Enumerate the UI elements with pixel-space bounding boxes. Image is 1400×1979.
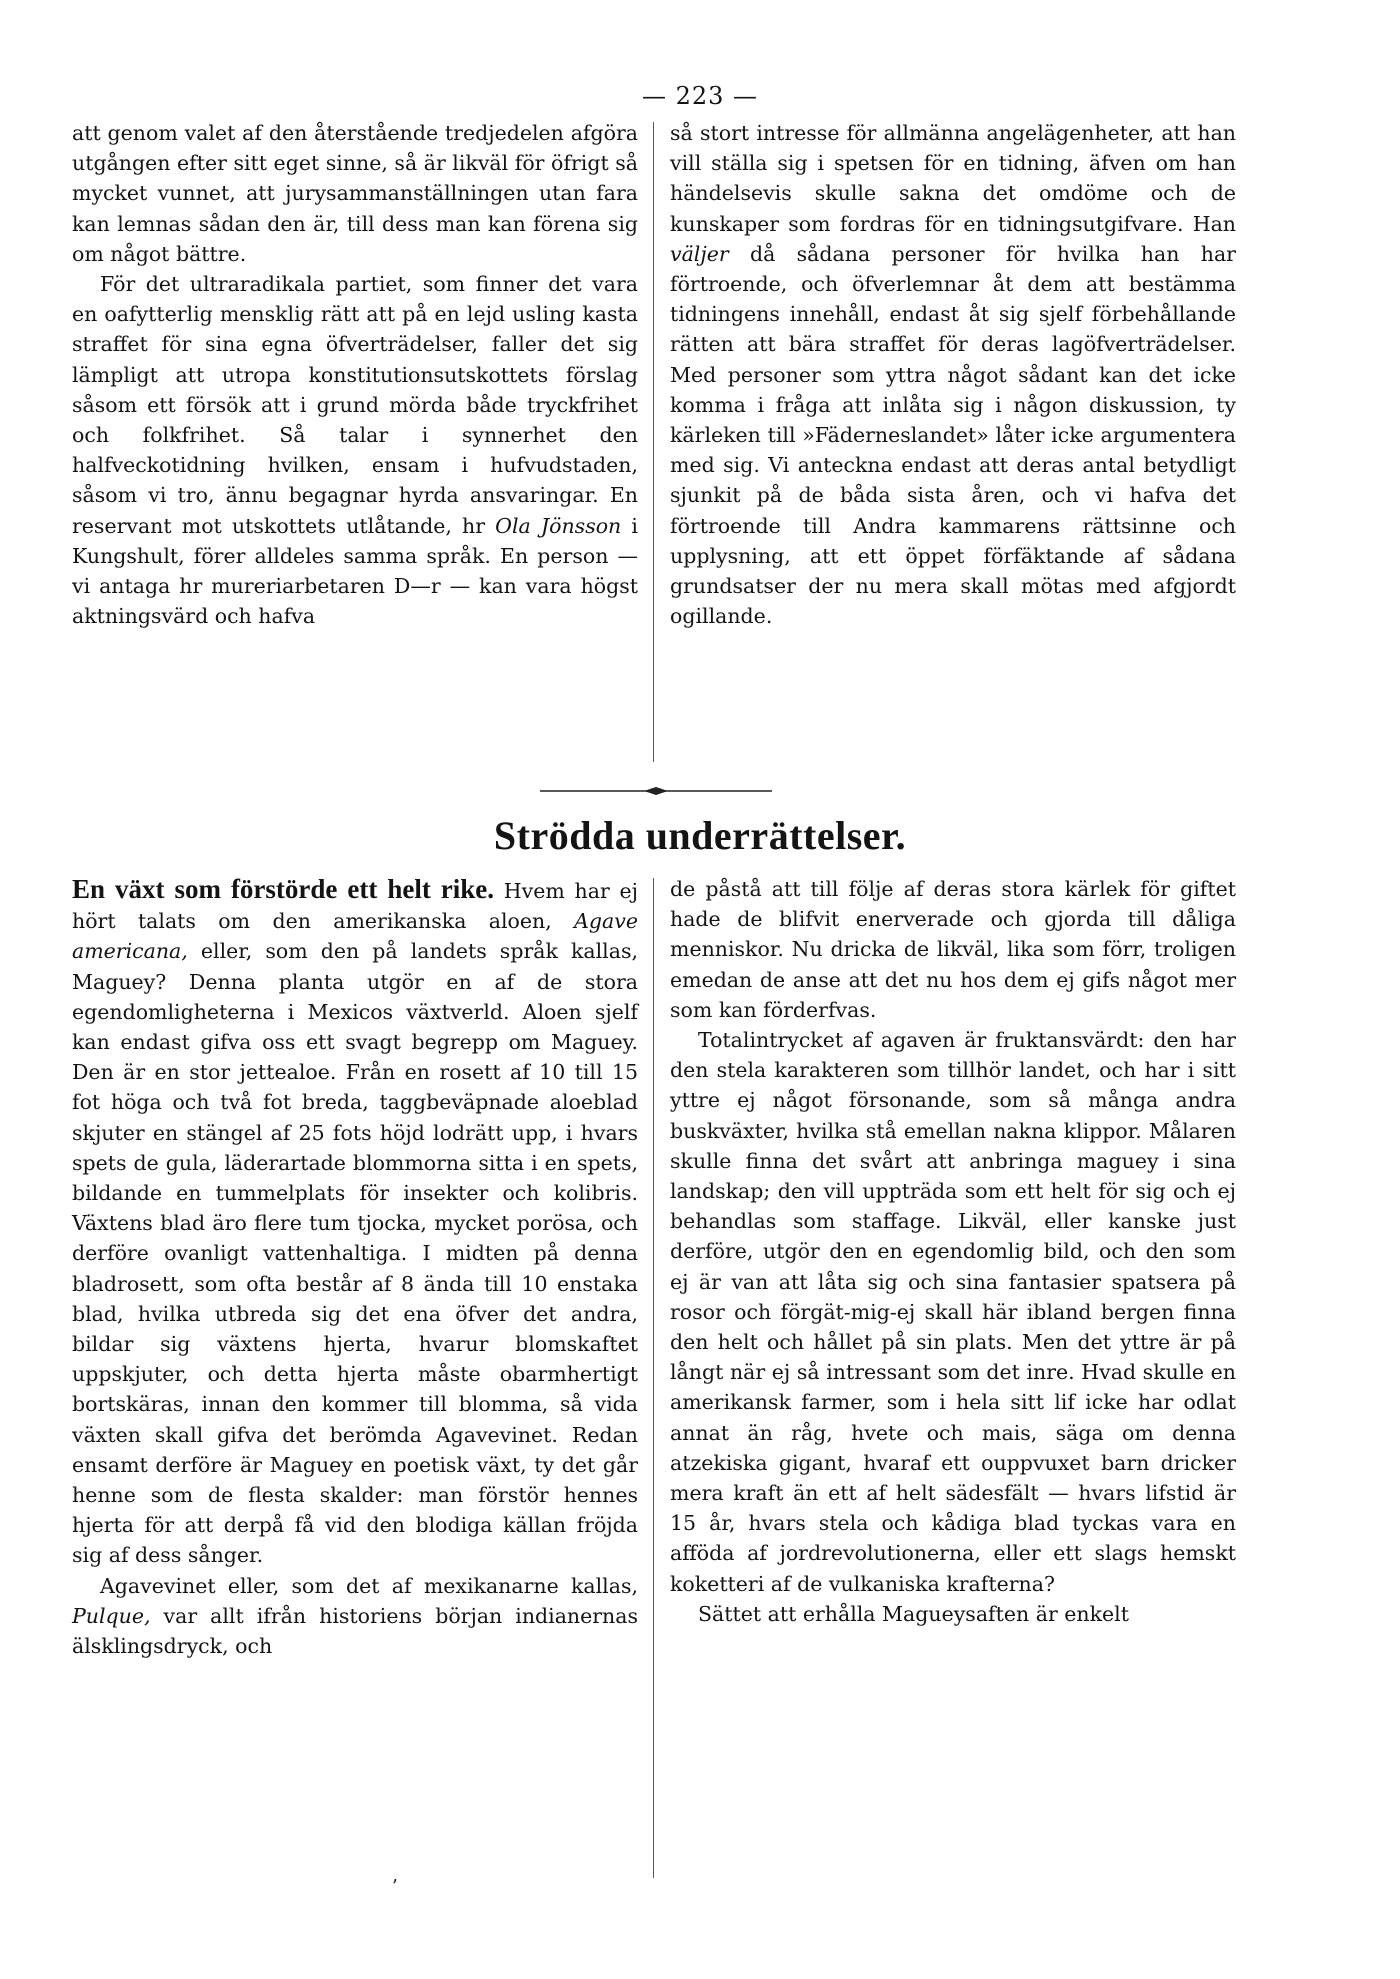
paragraph-text: i Kungshult, förer alldeles samma språk. En person — vi antaga hr mureriarbetaren D—r — kan vara högst aktningsvärd och hafva [72, 513, 638, 629]
column-bottom-left [72, 874, 638, 1661]
column-divider [653, 122, 654, 762]
paragraph: Sättet att erhålla Magueysaften är enkelt [698, 1601, 1129, 1626]
species-name: Agave americana, [72, 909, 638, 964]
paragraph-text: Hvem har ej hört talats om den amerikanska aloen, [72, 879, 638, 934]
column-bottom-right [670, 874, 1236, 1629]
column-top-right [670, 118, 1236, 631]
column-divider [653, 878, 654, 1878]
paragraph: Totalintrycket af agaven är fruktansvärdt: den har den stela karakteren som tillhör landet, och har i sitt yttre ej något försonande, som så många andra buskväxter, hvilka stå emellan nakna klippor. Målaren skulle finna det svårt att anbringa maguey i sina landskap; den vill uppträda som ett helt för sig och ej behandlas som staffage. Likväl, eller kanske just derföre, utgör den en egendomlig bild, och den som ej är van att låta sig och sina fantasier spatsera på rosor och förgät-mig-ej skall här ibland bergen finna den helt och hållet på sin plats. Men det yttre är på långt när ej så intressant som det inre. Hvad skulle en amerikansk farmer, som i hela sitt lif icke har odlat annat än råg, hvete och mais, säga om denna atzekiska gigant, hvaraf ett ouppvuxet barn dricker mera kraft än ett af helt sädesfält — hvars lifstid är 15 år, hvars stela och kådiga blad tyckas vara en afföda af jordrevolutionerna, eller ett slags hemskt koketteri af de vulkaniska krafterna? [670, 1028, 1236, 1596]
paragraph [72, 269, 638, 631]
drink-name: Pulque, [72, 1603, 151, 1628]
article-title: En växt som förstörde ett helt rike. [72, 874, 495, 904]
paragraph [670, 118, 1236, 631]
paragraph-text: För det ultraradikala partiet, som finner det vara en oafytterlig mensklig rätt att på en lejd usling kasta straffet för sina egna öfverträdelser, faller det sig lämpligt att utropa konstitutionsutskottets förslag såsom ett försök att i grund mörda både tryckfrihet och folkfrihet. Så talar i synnerhet den halfveckotidning hvilken, ensam i hufvudstaden, såsom vi tro, ännu begagnar hyrda ansvaringar. En reservant mot utskottets utlåtande, hr [72, 272, 638, 538]
paragraph-text: då sådana personer för hvilka han har förtroende, och öfverlemnar åt dem att bestämma tidningens innehåll, endast åt sig sjelf förbehållande rätten att bära straffet för deras lagöfverträdelser. Med personer som yttra något sådant kan det icke komma i fråga att inlåta sig i någon diskussion, ty kärleken till »Fäderneslandet» låter icke argumentera med sig. Vi anteckna endast att deras antal betydligt sjunkit på de båda sista åren, och vi hafva det förtroende till Andra kammarens rättsinne och upplysning, att ett öppet förfäktande af sådana grundsatser der nu mera skall mötas med afgjordt ogillande. [670, 241, 1236, 629]
paragraph: de påstå att till följe af deras stora kärlek för giftet hade de blifvit enerverade och gjorda till dåliga menniskor. Nu dricka de likväl, lika som förr, troligen emedan de anse att det nu hos dem ej gifs något mer som kan förderfvas. [670, 877, 1236, 1022]
page-number: — 223 — [641, 82, 759, 110]
emphasis: väljer [670, 241, 729, 266]
paragraph [72, 874, 638, 1571]
column-top-left [72, 118, 638, 631]
stray-mark: ’ [392, 1876, 398, 1897]
person-name: Ola Jönsson [495, 513, 622, 538]
paragraph-text: Agavevinet eller, som det af mexikanarne kallas, [100, 1573, 638, 1598]
paragraph-text: var allt ifrån historiens början indianernas älsklingsdryck, och [72, 1603, 638, 1659]
section-ornament [540, 786, 772, 796]
paragraph [72, 1571, 638, 1662]
paragraph-text: eller, som den på landets språk kallas, Maguey? Denna planta utgör en af de stora egendomligheterna i Mexicos växtverld. Aloen sjelf kan endast gifva oss ett svagt begrepp om Maguey. Den är en stor jettealoe. Från en rosett af 10 till 15 fot höga och två fot breda, taggbeväpnade aloeblad skjuter en stängel af 25 fots höjd lodrätt upp, i hvars spets de gula, läderartade blommorna sitta i en spets, bildande en tummelplats för insekter och kolibris. Växtens blad äro flere tum tjocka, mycket porösa, och derföre ovanligt vattenhaltiga. I midten på denna bladrosett, som ofta består af 8 ända till 10 enstaka blad, hvilka utbreda sig det ena öfver det andra, bildar sig växtens hjerta, hvarur blomskaftet uppskjuter, och detta hjerta måste obarmhertigt bortskäras, innan den kommer till blomma, så vida växten skall gifva det berömda Agavevinet. Redan ensamt derföre är Maguey en poetisk växt, ty det går henne som de flesta skalder: man förstör hennes hjerta för att derpå få vid den blodiga källan fröjda sig af dess sånger. [72, 939, 638, 1568]
paragraph: att genom valet af den återstående tredjedelen afgöra utgången efter sitt eget sinne, så är likväl för öfrigt så mycket vunnet, att jurysammanställningen utan fara kan lemnas sådan den är, till dess man kan förena sig om något bättre. [72, 121, 638, 266]
section-title: Strödda underrättelser. [493, 813, 907, 858]
paragraph-text: så stort intresse för allmänna angelägenheter, att han vill ställa sig i spetsen för en tidning, äfven om han händelsevis skulle sakna det omdöme och de kunskaper som fordras för en tidningsutgifvare. Han [670, 121, 1236, 236]
